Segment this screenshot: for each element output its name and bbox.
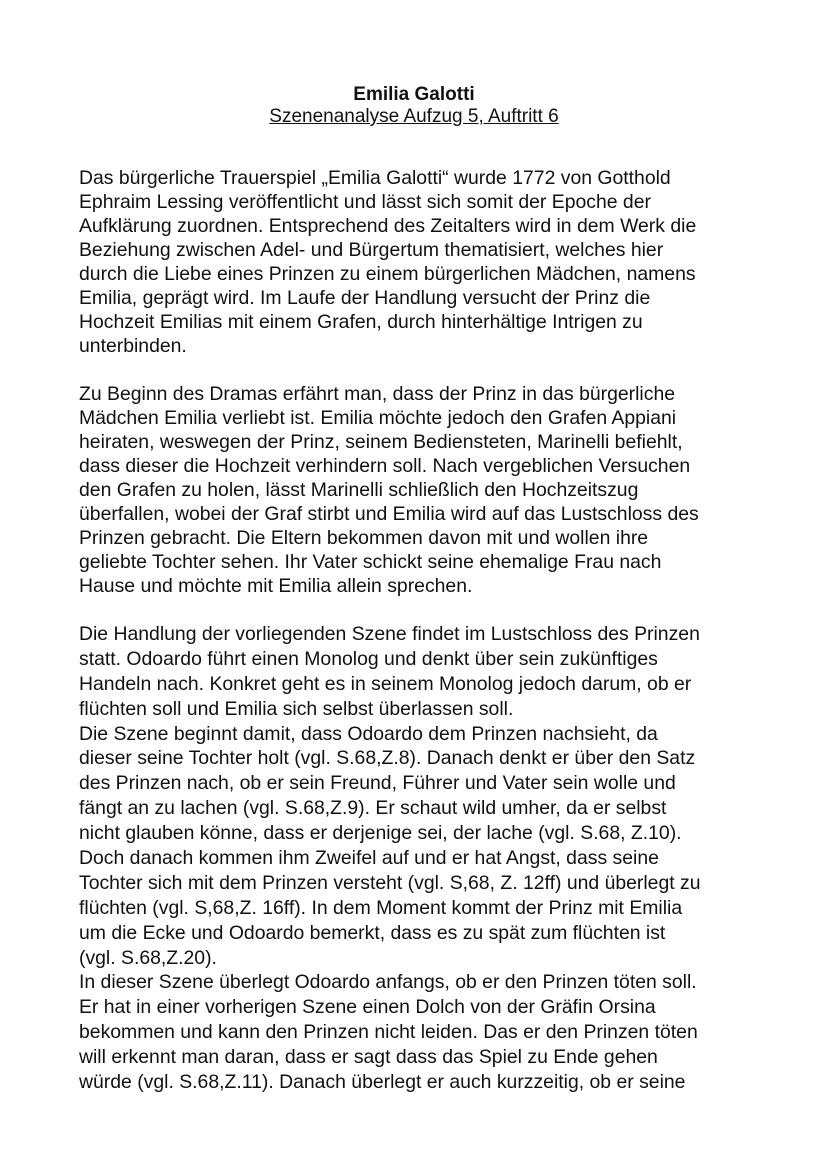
text-line: statt. Odoardo führt einen Monolog und denkt über sein zukünftiges	[79, 647, 658, 670]
text-line: Hochzeit Emilias mit einem Grafen, durch hinterhältige Intrigen zu	[79, 311, 643, 333]
subtitle-text: Szenenanalyse Aufzug 5, Auftritt 6	[269, 106, 559, 127]
text-line: Doch danach kommen ihm Zweifel auf und er hat Angst, dass seine	[79, 847, 659, 870]
text-line: um die Ecke und Odoardo bemerkt, dass es zu spät zum flüchten ist	[79, 921, 666, 944]
text-line: (vgl. S.68,Z.20).	[79, 946, 217, 969]
text-line: überfallen, wobei der Graf stirbt und Emilia wird auf das Lustschloss des	[79, 503, 699, 525]
text-line: durch die Liebe eines Prinzen zu einem bürgerlichen Mädchen, namens	[79, 263, 696, 285]
text-line: Aufklärung zuordnen. Entsprechend des Zeitalters wird in dem Werk die	[79, 215, 697, 237]
text-line: nicht glauben könne, dass er derjenige sei, der lache (vgl. S.68, Z.10).	[79, 822, 682, 845]
document-title: Emilia Galotti	[353, 84, 475, 105]
text-line: fängt an zu lachen (vgl. S.68,Z.9). Er schaut wild umher, da er selbst	[79, 797, 667, 820]
paragraph-summary	[79, 382, 699, 598]
text-line: flüchten (vgl. S,68,Z. 16ff). In dem Moment kommt der Prinz mit Emilia	[79, 896, 683, 919]
text-line: Die Szene beginnt damit, dass Odoardo dem Prinzen nachsieht, da	[79, 722, 658, 745]
text-line: In dieser Szene überlegt Odoardo anfangs, ob er den Prinzen töten soll.	[79, 971, 697, 994]
text-line: unterbinden.	[79, 335, 187, 357]
text-line: Das bürgerliche Trauerspiel „Emilia Galotti“ wurde 1772 von Gotthold	[79, 167, 671, 189]
text-line: dieser seine Tochter holt (vgl. S.68,Z.8). Danach denkt er über den Satz	[79, 747, 696, 770]
text-line: dass dieser die Hochzeit verhindern soll. Nach vergeblichen Versuchen	[79, 455, 691, 477]
text-line: Handeln nach. Konkret geht es in seinem Monolog jedoch darum, ob er	[79, 672, 692, 695]
text-line: Ephraim Lessing veröffentlicht und lässt sich somit der Epoche der	[79, 191, 651, 213]
document-subtitle	[0, 106, 828, 128]
text-line: Hause und möchte mit Emilia allein sprechen.	[79, 575, 473, 597]
text-line: Zu Beginn des Dramas erfährt man, dass der Prinz in das bürgerliche	[79, 383, 676, 405]
text-line: will erkennt man daran, dass er sagt dass das Spiel zu Ende gehen	[79, 1046, 658, 1069]
text-line: Die Handlung der vorliegenden Szene findet im Lustschloss des Prinzen	[79, 623, 700, 645]
paragraph-introduction	[79, 166, 696, 358]
paragraph-scene-analysis	[79, 622, 701, 1095]
text-line: des Prinzen nach, ob er sein Freund, Führer und Vater sein wolle und	[79, 772, 676, 795]
text-line: geliebte Tochter sehen. Ihr Vater schickt seine ehemalige Frau nach	[79, 551, 662, 573]
text-line: Tochter sich mit dem Prinzen versteht (vgl. S,68, Z. 12ff) und überlegt zu	[79, 871, 701, 894]
text-line: flüchten soll und Emilia sich selbst überlassen soll.	[79, 697, 514, 720]
text-line: Prinzen gebracht. Die Eltern bekommen davon mit und wollen ihre	[79, 527, 649, 549]
text-line: würde (vgl. S.68,Z.11). Danach überlegt er auch kurzzeitig, ob er seine	[79, 1071, 686, 1094]
text-line: den Grafen zu holen, lässt Marinelli schließlich den Hochzeitszug	[79, 479, 639, 501]
text-line: Mädchen Emilia verliebt ist. Emilia möchte jedoch den Grafen Appiani	[79, 407, 677, 429]
text-line: bekommen und kann den Prinzen nicht leiden. Das er den Prinzen töten	[79, 1021, 698, 1044]
text-line: heiraten, weswegen der Prinz, seinem Bediensteten, Marinelli befiehlt,	[79, 431, 683, 453]
text-line: Beziehung zwischen Adel- und Bürgertum thematisiert, welches hier	[79, 239, 664, 261]
text-line: Er hat in einer vorherigen Szene einen Dolch von der Gräfin Orsina	[79, 996, 656, 1019]
text-line: Emilia, geprägt wird. Im Laufe der Handlung versucht der Prinz die	[79, 287, 651, 309]
